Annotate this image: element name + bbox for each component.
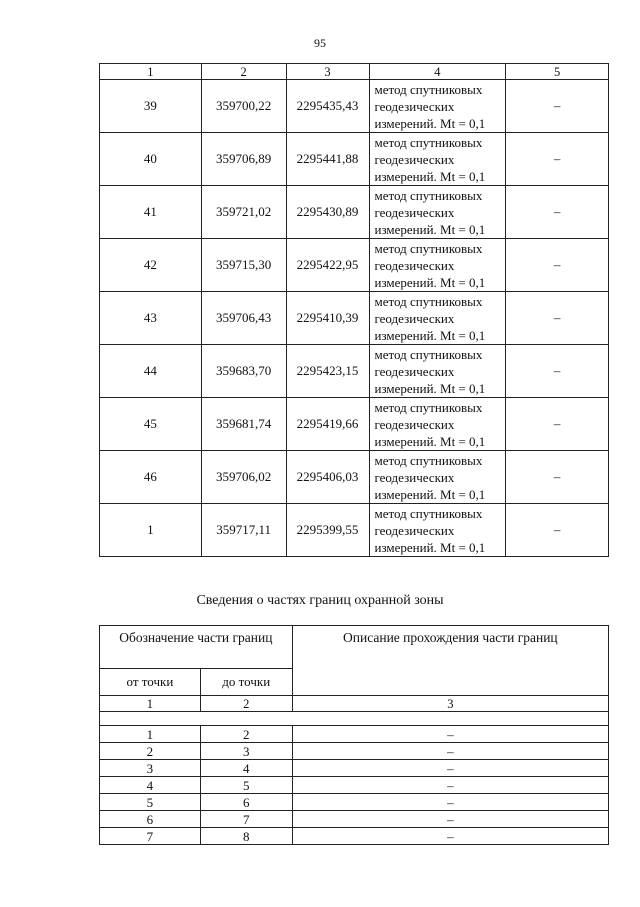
method-line: метод спутниковых — [374, 187, 483, 203]
method-line: измерений. Mt = 0,1 — [374, 380, 486, 396]
to-point-cell: 2 — [200, 726, 292, 743]
method-line: измерений. Mt = 0,1 — [374, 433, 486, 449]
table-row — [100, 451, 609, 504]
y-coordinate-cell: 2295423,15 — [286, 345, 369, 398]
method-cell — [369, 80, 506, 133]
method-line: метод спутниковых — [374, 81, 483, 97]
method-line: метод спутниковых — [374, 134, 483, 150]
empty-cell — [100, 712, 609, 726]
method-line: измерений. Mt = 0,1 — [374, 486, 486, 502]
from-point-cell: 2 — [100, 743, 201, 760]
column-5-cell: – — [506, 504, 609, 557]
table-row — [100, 811, 609, 828]
from-point-cell: 6 — [100, 811, 201, 828]
from-point-cell: 1 — [100, 726, 201, 743]
column-5-cell: – — [506, 186, 609, 239]
method-line: геодезических — [374, 522, 455, 538]
to-point-cell: 4 — [200, 760, 292, 777]
method-line: измерений. Mt = 0,1 — [374, 274, 486, 290]
method-line: геодезических — [374, 151, 455, 167]
designation-header: Обозначение части границ — [100, 626, 293, 669]
from-point-cell: 7 — [100, 828, 201, 845]
table-row — [100, 186, 609, 239]
to-point-cell: 5 — [200, 777, 292, 794]
to-point-cell: 7 — [200, 811, 292, 828]
description-cell: – — [292, 794, 608, 811]
parts-col-number: 1 — [100, 696, 201, 712]
method-line: измерений. Mt = 0,1 — [374, 115, 486, 131]
method-cell — [369, 451, 506, 504]
parts-table-header-row — [100, 626, 609, 669]
method-line: метод спутниковых — [374, 452, 483, 468]
y-coordinate-cell: 2295399,55 — [286, 504, 369, 557]
method-cell — [369, 239, 506, 292]
description-cell: – — [292, 760, 608, 777]
method-cell — [369, 133, 506, 186]
boundary-parts-table — [99, 625, 609, 845]
table-row — [100, 794, 609, 811]
method-line: геодезических — [374, 257, 455, 273]
column-5-cell: – — [506, 398, 609, 451]
from-point-cell: 3 — [100, 760, 201, 777]
description-cell: – — [292, 743, 608, 760]
parts-col-number: 3 — [292, 696, 608, 712]
point-number-cell: 39 — [100, 80, 202, 133]
from-point-cell: 4 — [100, 777, 201, 794]
table-row — [100, 504, 609, 557]
column-5-cell: – — [506, 239, 609, 292]
point-number-cell: 42 — [100, 239, 202, 292]
to-point-header: до точки — [200, 669, 292, 696]
y-coordinate-cell: 2295441,88 — [286, 133, 369, 186]
point-number-cell: 43 — [100, 292, 202, 345]
table-row — [100, 239, 609, 292]
method-cell — [369, 186, 506, 239]
point-number-cell: 46 — [100, 451, 202, 504]
y-coordinate-cell: 2295430,89 — [286, 186, 369, 239]
description-cell: – — [292, 828, 608, 845]
x-coordinate-cell: 359721,02 — [201, 186, 286, 239]
coord-header-cell: 1 — [100, 64, 202, 80]
method-line: геодезических — [374, 416, 455, 432]
table-row — [100, 760, 609, 777]
table-row — [100, 743, 609, 760]
section-title: Сведения о частях границ охранной зоны — [196, 593, 444, 608]
coord-header-cell: 2 — [201, 64, 286, 80]
parts-table-column-numbers-row — [100, 696, 609, 712]
method-line: геодезических — [374, 98, 455, 114]
x-coordinate-cell: 359681,74 — [201, 398, 286, 451]
method-line: метод спутниковых — [374, 240, 483, 256]
column-5-cell: – — [506, 80, 609, 133]
x-coordinate-cell: 359700,22 — [201, 80, 286, 133]
method-line: геодезических — [374, 204, 455, 220]
description-cell: – — [292, 811, 608, 828]
column-5-cell: – — [506, 345, 609, 398]
y-coordinate-cell: 2295419,66 — [286, 398, 369, 451]
coord-header-cell: 3 — [286, 64, 369, 80]
to-point-cell: 6 — [200, 794, 292, 811]
x-coordinate-cell: 359706,43 — [201, 292, 286, 345]
y-coordinate-cell: 2295422,95 — [286, 239, 369, 292]
method-line: измерений. Mt = 0,1 — [374, 168, 486, 184]
point-number-cell: 40 — [100, 133, 202, 186]
parts-table-empty-row — [100, 712, 609, 726]
description-cell: – — [292, 726, 608, 743]
x-coordinate-cell: 359717,11 — [201, 504, 286, 557]
description-header: Описание прохождения части границ — [292, 626, 608, 696]
method-line: измерений. Mt = 0,1 — [374, 327, 486, 343]
column-5-cell: – — [506, 133, 609, 186]
method-line: геодезических — [374, 469, 455, 485]
x-coordinate-cell: 359683,70 — [201, 345, 286, 398]
method-line: метод спутниковых — [374, 505, 483, 521]
coord-header-cell: 4 — [369, 64, 506, 80]
point-number-cell: 41 — [100, 186, 202, 239]
page-number: 95 — [314, 36, 326, 50]
x-coordinate-cell: 359706,02 — [201, 451, 286, 504]
table-row — [100, 292, 609, 345]
from-point-header: от точки — [100, 669, 201, 696]
y-coordinate-cell: 2295435,43 — [286, 80, 369, 133]
x-coordinate-cell: 359715,30 — [201, 239, 286, 292]
coordinates-table-header-row — [100, 64, 609, 80]
to-point-cell: 3 — [200, 743, 292, 760]
y-coordinate-cell: 2295410,39 — [286, 292, 369, 345]
method-cell — [369, 292, 506, 345]
table-row — [100, 133, 609, 186]
method-line: метод спутниковых — [374, 399, 483, 415]
table-row — [100, 828, 609, 845]
coord-header-cell: 5 — [506, 64, 609, 80]
method-line: метод спутниковых — [374, 293, 483, 309]
description-cell: – — [292, 777, 608, 794]
point-number-cell: 1 — [100, 504, 202, 557]
method-line: геодезических — [374, 363, 455, 379]
to-point-cell: 8 — [200, 828, 292, 845]
method-line: измерений. Mt = 0,1 — [374, 221, 486, 237]
column-5-cell: – — [506, 292, 609, 345]
table-row — [100, 345, 609, 398]
coordinates-table — [99, 63, 609, 557]
point-number-cell: 45 — [100, 398, 202, 451]
method-cell — [369, 398, 506, 451]
table-row — [100, 80, 609, 133]
table-row — [100, 777, 609, 794]
method-line: метод спутниковых — [374, 346, 483, 362]
from-point-cell: 5 — [100, 794, 201, 811]
point-number-cell: 44 — [100, 345, 202, 398]
x-coordinate-cell: 359706,89 — [201, 133, 286, 186]
y-coordinate-cell: 2295406,03 — [286, 451, 369, 504]
method-line: геодезических — [374, 310, 455, 326]
parts-col-number: 2 — [200, 696, 292, 712]
method-cell — [369, 345, 506, 398]
column-5-cell: – — [506, 451, 609, 504]
table-row — [100, 726, 609, 743]
method-line: измерений. Mt = 0,1 — [374, 539, 486, 555]
table-row — [100, 398, 609, 451]
method-cell — [369, 504, 506, 557]
